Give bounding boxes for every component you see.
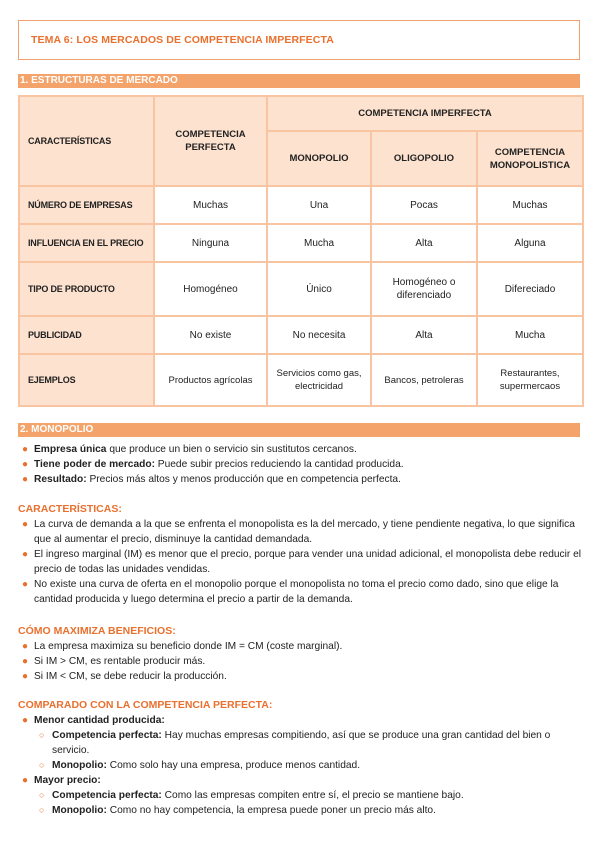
list-item: ● Si IM > CM, es rentable producir más. xyxy=(22,656,206,667)
bullet-icon: ● xyxy=(22,519,29,530)
cell-oligopolio: Pocas xyxy=(371,186,477,224)
page-title: TEMA 6: LOS MERCADOS DE COMPETENCIA IMPERFECTA xyxy=(18,20,580,60)
row-label: EJEMPLOS xyxy=(19,354,154,406)
bullet-icon: ● xyxy=(22,671,29,682)
bullet-icon: ● xyxy=(22,474,29,485)
caracteristicas-heading: CARACTERÍSTICAS: xyxy=(18,503,122,515)
list-item: ○ Monopolio: Como solo hay una empresa, produce menos cantidad. xyxy=(39,760,361,771)
list-item: ● Si IM < CM, se debe reducir la producción. xyxy=(22,671,227,682)
section-heading-monopolio: 2. MONOPOLIO xyxy=(18,423,580,437)
maximiza-heading: CÓMO MAXIMIZA BENEFICIOS: xyxy=(18,625,176,637)
cell-monopolio: Único xyxy=(267,262,371,316)
list-item: ○ Competencia perfecta: Como las empresas compiten entre sí, el precio se mantiene bajo. xyxy=(39,790,464,801)
cell-perfecta: Homogéneo xyxy=(154,262,267,316)
maximiza-list xyxy=(18,639,584,684)
comparado-heading: COMPARADO CON LA COMPETENCIA PERFECTA: xyxy=(18,699,273,711)
list-item: ● Tiene poder de mercado: Puede subir precios reduciendo la cantidad producida. xyxy=(22,459,404,470)
bullet-icon: ● xyxy=(22,656,29,667)
table-row xyxy=(19,224,583,262)
table-row xyxy=(19,262,583,316)
row-label: NÚMERO DE EMPRESAS xyxy=(19,186,154,224)
intro-list xyxy=(18,442,584,487)
comparado-list xyxy=(18,713,584,818)
cell-monopolistica: Difereciado xyxy=(477,262,583,316)
list-item: ● La empresa maximiza su beneficio donde IM = CM (coste marginal). xyxy=(22,641,343,652)
list-item: ○ Monopolio: Como no hay competencia, la empresa puede poner un precio más alto. xyxy=(39,805,436,816)
circle-bullet-icon: ○ xyxy=(39,730,45,740)
list-item: ● Menor cantidad producida: xyxy=(22,715,165,726)
header-competencia-monopolistica: COMPETENCIA MONOPOLISTICA xyxy=(477,131,583,186)
bullet-icon: ● xyxy=(22,444,29,455)
cell-oligopolio: Alta xyxy=(371,316,477,354)
section-heading-estructuras: 1. ESTRUCTURAS DE MERCADO xyxy=(18,74,580,88)
bullet-icon: ● xyxy=(22,715,29,726)
cell-perfecta: Ninguna xyxy=(154,224,267,262)
cell-oligopolio: Alta xyxy=(371,224,477,262)
header-monopolio: MONOPOLIO xyxy=(267,131,371,186)
list-item: ● Empresa única que produce un bien o servicio sin sustitutos cercanos. xyxy=(22,444,357,455)
table-row xyxy=(19,316,583,354)
caracteristicas-list xyxy=(18,517,584,607)
cell-perfecta: No existe xyxy=(154,316,267,354)
cell-monopolio: Mucha xyxy=(267,224,371,262)
bullet-icon: ● xyxy=(22,459,29,470)
list-item: ● La curva de demanda a la que se enfrenta el monopolista es la del mercado, y tiene pendiente negativa, lo que significa que al aumentar el precio, disminuye la cantidad demandada. xyxy=(22,519,575,545)
list-item: ● El ingreso marginal (IM) es menor que el precio, porque para vender una unidad adicional, el monopolista debe reducir el precio de todas las unidades vendidas. xyxy=(22,549,582,575)
bullet-icon: ● xyxy=(22,579,29,590)
cell-oligopolio: Homogéneo o diferenciado xyxy=(371,262,477,316)
list-item: ● Mayor precio: xyxy=(22,775,101,786)
row-label: TIPO DE PRODUCTO xyxy=(19,262,154,316)
cell-monopolistica: Restaurantes, supermercaos xyxy=(477,354,583,406)
header-caracteristicas: CARACTERÍSTICAS xyxy=(19,96,154,186)
cell-monopolistica: Muchas xyxy=(477,186,583,224)
cell-oligopolio: Bancos, petroleras xyxy=(371,354,477,406)
cell-perfecta: Productos agrícolas xyxy=(154,354,267,406)
circle-bullet-icon: ○ xyxy=(39,790,45,800)
bullet-icon: ● xyxy=(22,775,29,786)
cell-monopolistica: Alguna xyxy=(477,224,583,262)
cell-monopolio: Servicios como gas, electricidad xyxy=(267,354,371,406)
header-oligopolio: OLIGOPOLIO xyxy=(371,131,477,186)
cell-monopolistica: Mucha xyxy=(477,316,583,354)
market-structures-table xyxy=(18,95,584,407)
list-item: ○ Competencia perfecta: Hay muchas empresas compitiendo, así que se produce una gran cantidad del bien o servicio. xyxy=(39,730,551,756)
cell-perfecta: Muchas xyxy=(154,186,267,224)
circle-bullet-icon: ○ xyxy=(39,760,45,770)
table-row xyxy=(19,186,583,224)
header-competencia-imperfecta: COMPETENCIA IMPERFECTA xyxy=(267,96,583,131)
cell-monopolio: No necesita xyxy=(267,316,371,354)
cell-monopolio: Una xyxy=(267,186,371,224)
row-label: INFLUENCIA EN EL PRECIO xyxy=(19,224,154,262)
bullet-icon: ● xyxy=(22,549,29,560)
list-item: ● Resultado: Precios más altos y menos producción que en competencia perfecta. xyxy=(22,474,401,485)
bullet-icon: ● xyxy=(22,641,29,652)
list-item: ● No existe una curva de oferta en el monopolio porque el monopolista no toma el precio como dado, sino que elige la cantidad producida y luego determina el precio a partir de la demanda. xyxy=(22,579,559,605)
header-competencia-perfecta: COMPETENCIA PERFECTA xyxy=(154,96,267,186)
circle-bullet-icon: ○ xyxy=(39,805,45,815)
row-label: PUBLICIDAD xyxy=(19,316,154,354)
table-row xyxy=(19,354,583,406)
